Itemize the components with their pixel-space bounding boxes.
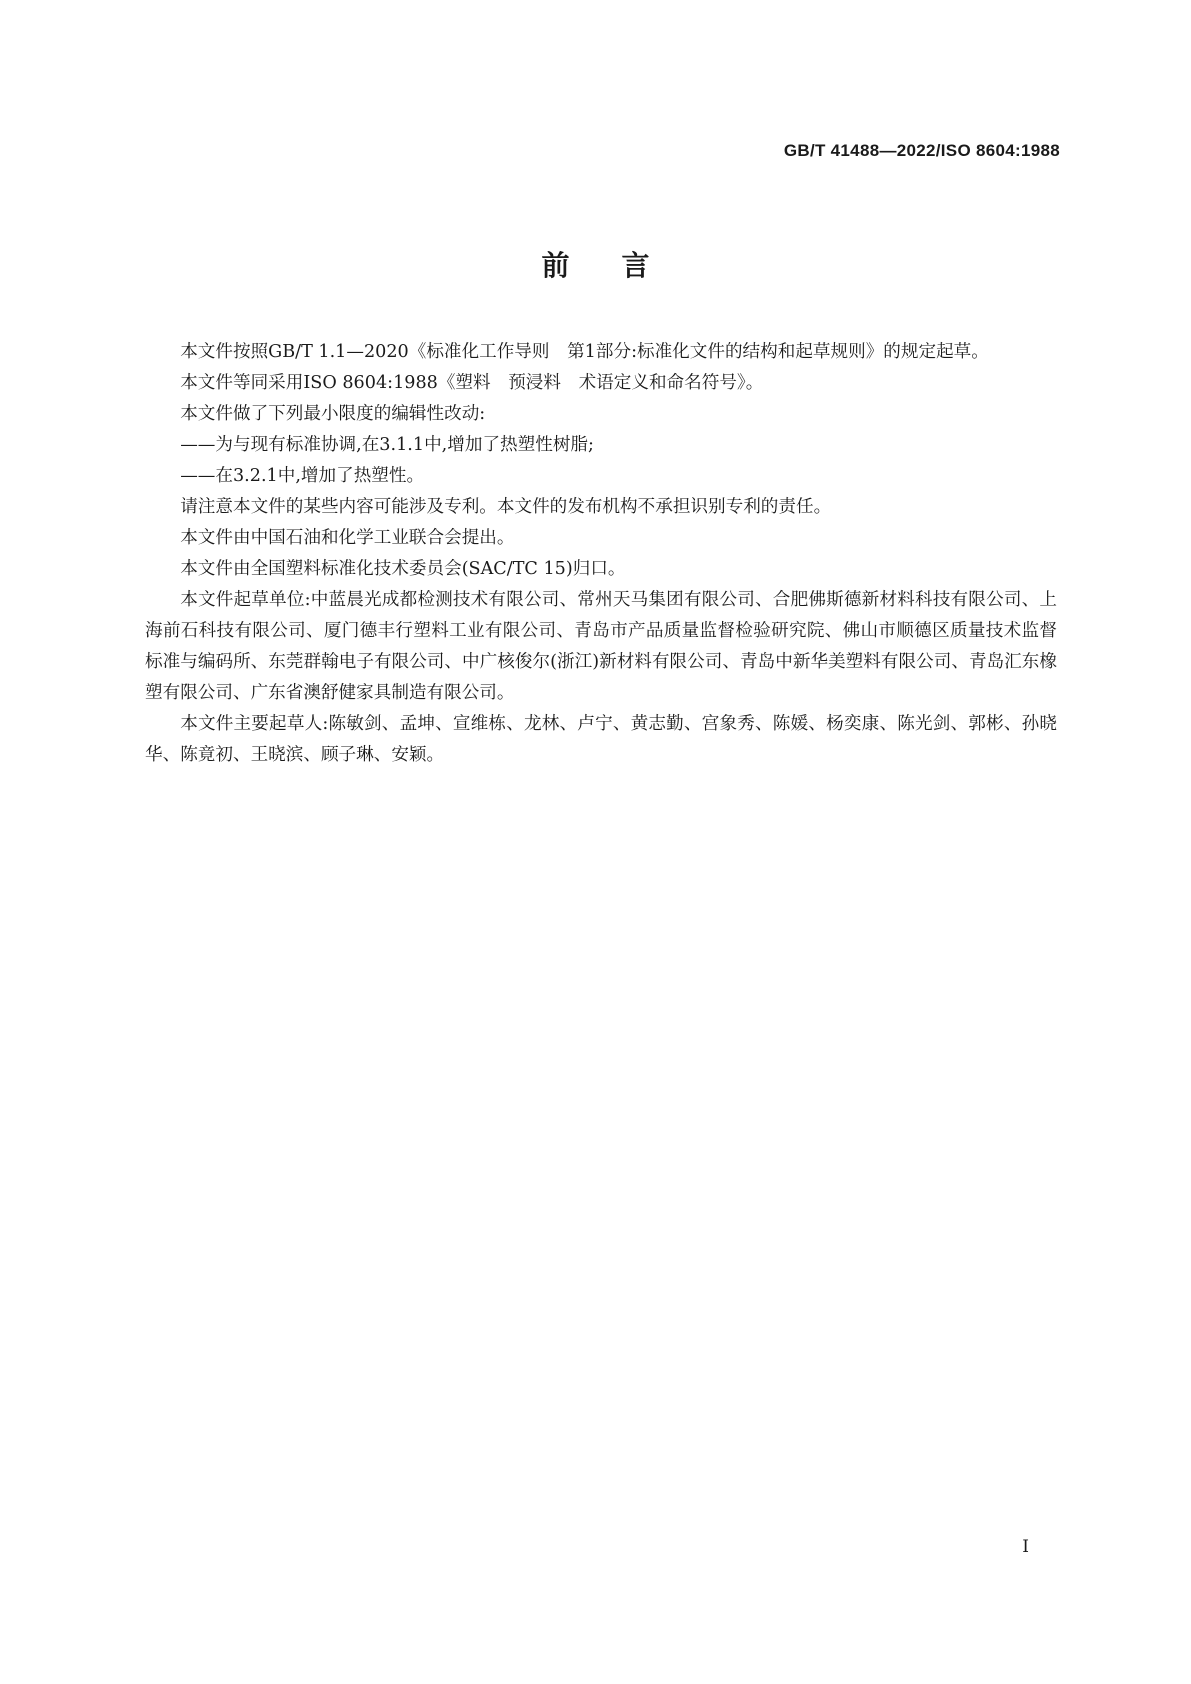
paragraph-technical-committee: 本文件由全国塑料标准化技术委员会(SAC/TC 15)归口。	[180, 559, 626, 579]
paragraph-drafting-rules: 本文件按照GB/T 1.1—2020《标准化工作导则 第1部分:标准化文件的结构和起草规则》的规定起草。	[180, 342, 989, 362]
paragraph-edits-intro: 本文件做了下列最小限度的编辑性改动:	[180, 404, 486, 424]
paragraph-patent-notice: 请注意本文件的某些内容可能涉及专利。本文件的发布机构不承担识别专利的责任。	[180, 497, 832, 517]
paragraph-drafting-organizations: 本文件起草单位:中蓝晨光成都检测技术有限公司、常州天马集团有限公司、合肥佛斯德新材料科技有限公司、上海前石科技有限公司、厦门德丰行塑料工业有限公司、青岛市产品质量监督检验研究院、佛山市顺德区质量技术监督标准与编码所、东莞群翰电子有限公司、中广核俊尔(浙江)新材料有限公司、青岛中新华美塑料有限公司、青岛汇东橡塑有限公司、广东省澳舒健家具制造有限公司。	[145, 590, 1057, 703]
standard-code: GB/T 41488—2022/ISO 8604:1988	[783, 141, 1060, 160]
paragraph-drafters: 本文件主要起草人:陈敏剑、孟坤、宣维栋、龙林、卢宁、黄志勤、宫象秀、陈媛、杨奕康、陈光剑、郭彬、孙晓华、陈竟初、王晓滨、顾子琳、安颖。	[145, 714, 1057, 765]
paragraph-edit-item-2: ——在3.2.1中,增加了热塑性。	[180, 466, 425, 486]
paragraph-adoption: 本文件等同采用ISO 8604:1988《塑料 预浸料 术语定义和命名符号》。	[180, 373, 764, 393]
paragraph-edit-item-1: ——为与现有标准协调,在3.1.1中,增加了热塑性树脂;	[180, 435, 594, 455]
paragraph-proposer: 本文件由中国石油和化学工业联合会提出。	[180, 528, 515, 548]
page-title: 前言	[541, 249, 702, 282]
page-number: I	[1022, 1537, 1029, 1557]
foreword-body	[145, 337, 1057, 771]
